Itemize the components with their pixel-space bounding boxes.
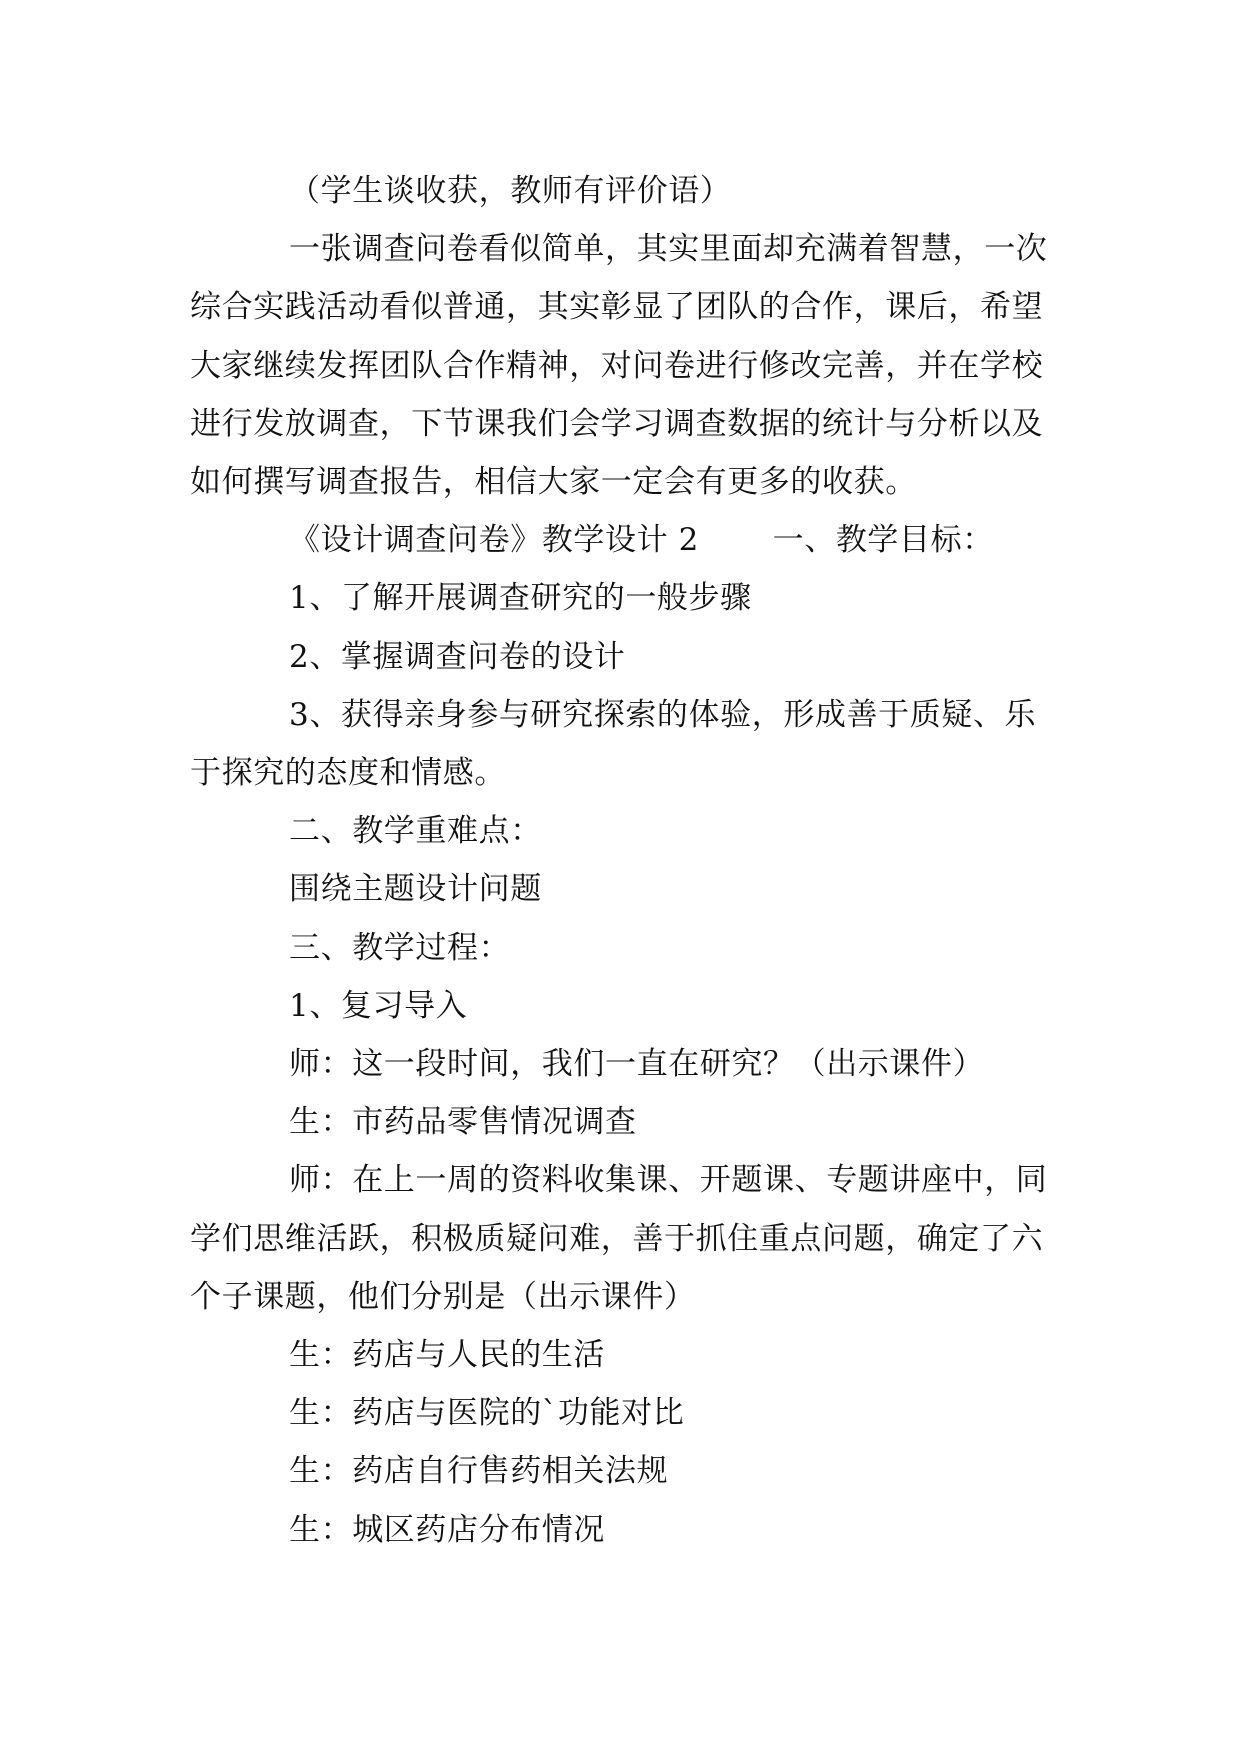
dialogue-teacher-2: 师：在上一周的资料收集课、开题课、专题讲座中，同学们思维活跃，积极质疑问难，善于抓住重点问题，确定了六个子课题，他们分别是（出示课件） [190,1162,1048,1315]
key-point-text: 围绕主题设计问题 [289,871,542,908]
dialogue-student-1: 生：市药品零售情况调查 [289,1104,637,1141]
section-heading-process: 三、教学过程： [289,929,511,966]
process-step-1: 1、复习导入 [289,987,468,1024]
objective-item-2: 2、掌握调查问卷的设计 [289,638,626,675]
paragraph-closing-remarks: 一张调查问卷看似简单，其实里面却充满着智慧，一次综合实践活动看似普通，其实彰显了团队的合作，课后，希望大家继续发挥团队合作精神，对问卷进行修改完善，并在学校进行发放调查，下节课我们会学习调查数据的统计与分析以及如何撰写调查报告，相信大家一定会有更多的收获。 [190,231,1048,501]
paragraph-design-title-objectives: 《设计调查问卷》教学设计 2 一、教学目标： [289,522,994,559]
dialogue-student-3: 生：药店与医院的`功能对比 [289,1395,685,1432]
dialogue-student-2: 生：药店与人民的生活 [289,1337,605,1374]
dialogue-student-5: 生：城区药店分布情况 [289,1511,605,1548]
dialogue-teacher-1: 师：这一段时间，我们一直在研究？（出示课件） [289,1046,985,1083]
section-heading-key-points: 二、教学重难点： [289,813,542,850]
objective-item-3: 3、获得亲身参与研究探索的体验，形成善于质疑、乐于探究的态度和情感。 [190,696,1037,792]
objective-item-1: 1、了解开展调查研究的一般步骤 [289,580,752,617]
document-body [190,162,1060,1559]
paragraph-student-reflection: （学生谈收获，教师有评价语） [289,173,732,209]
dialogue-student-4: 生：药店自行售药相关法规 [289,1453,669,1490]
